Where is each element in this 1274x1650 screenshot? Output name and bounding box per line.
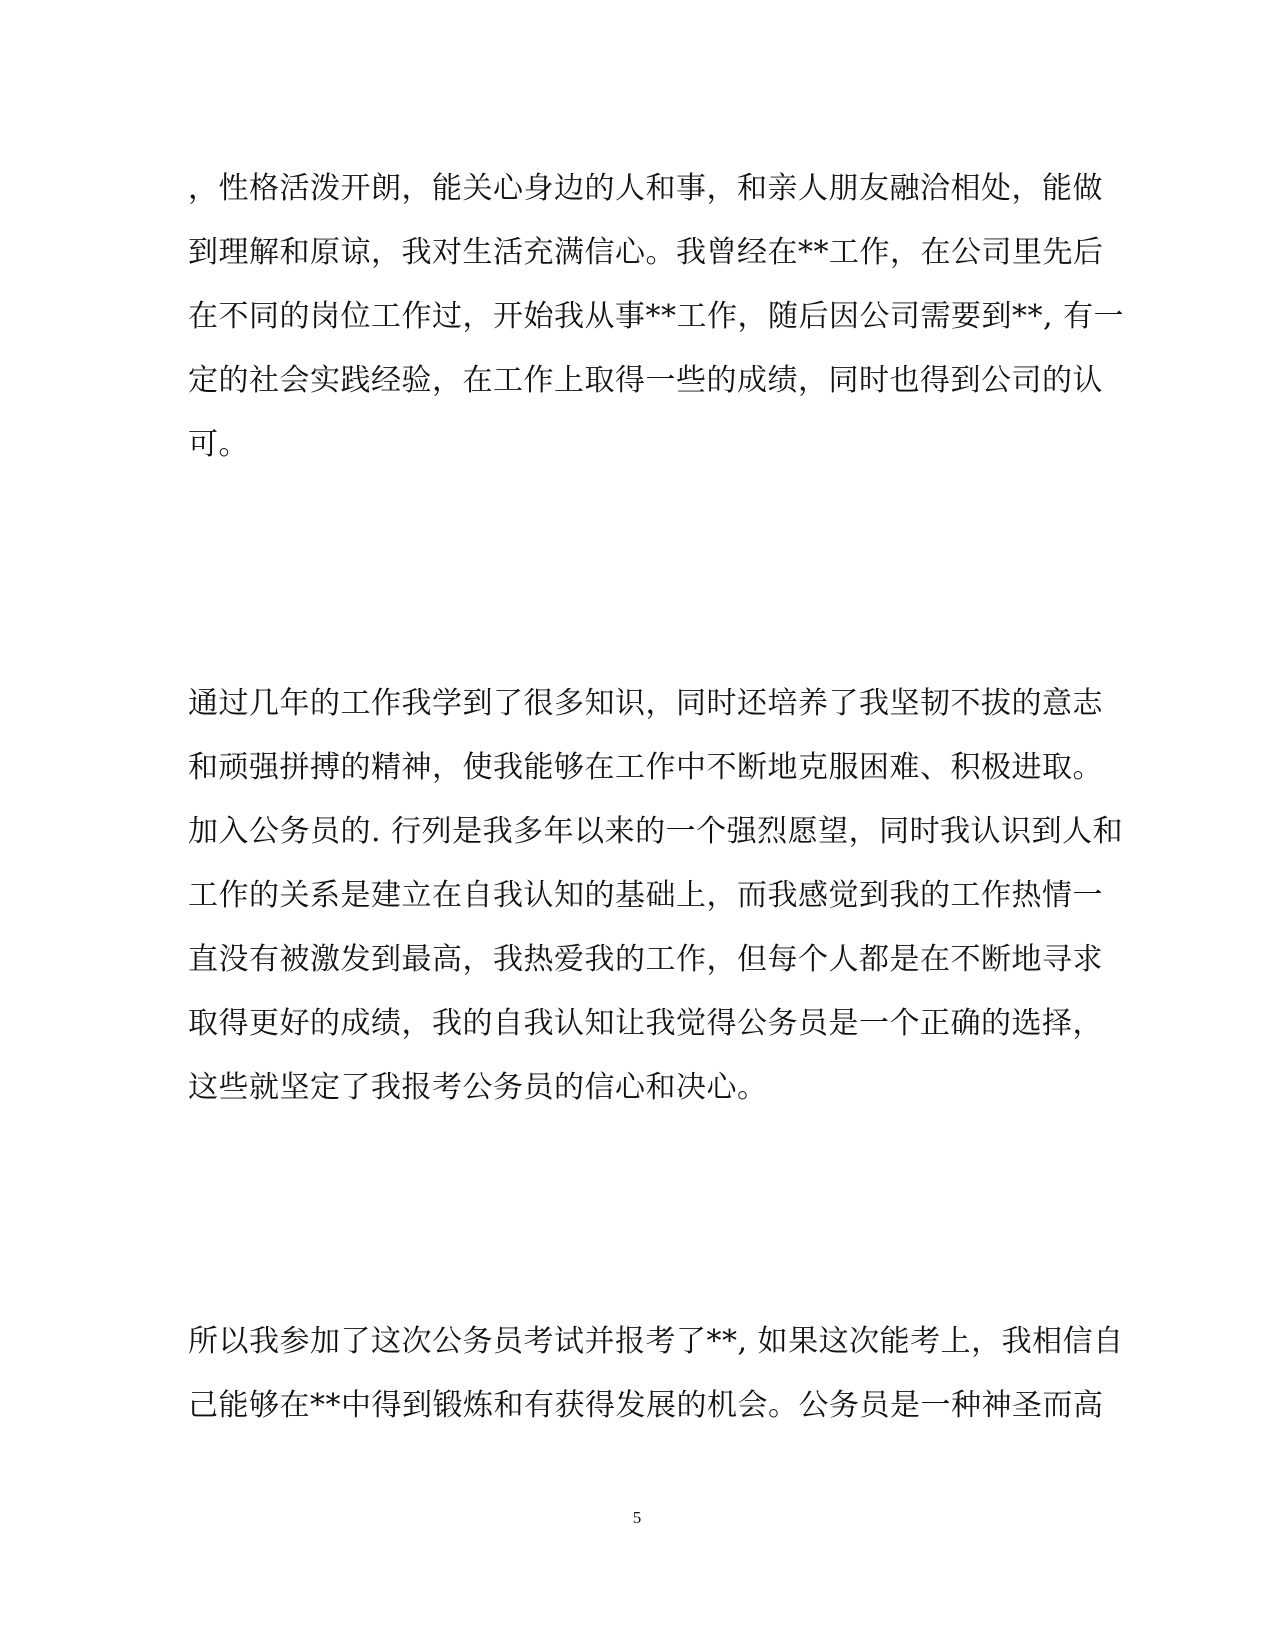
paragraph-3 [188, 1310, 1124, 1438]
paragraph-line: 这些就坚定了我报考公务员的信心和决心。 [188, 1070, 768, 1105]
paragraph-2 [188, 672, 1124, 1120]
paragraph-line: 加入公务员的. 行列是我多年以来的一个强烈愿望，同时我认识到人和 [188, 814, 1124, 849]
page-number: 5 [632, 1508, 642, 1527]
paragraph-line: 通过几年的工作我学到了很多知识，同时还培养了我坚韧不拔的意志 [188, 686, 1103, 721]
paragraph-line: ，性格活泼开朗，能关心身边的人和事，和亲人朋友融洽相处，能做 [188, 171, 1103, 206]
paragraph-line: 直没有被激发到最高，我热爱我的工作，但每个人都是在不断地寻求 [188, 942, 1103, 977]
paragraph-line: 可。 [188, 427, 249, 462]
paragraph-line: 定的社会实践经验，在工作上取得一些的成绩，同时也得到公司的认 [188, 363, 1103, 398]
paragraph-line: 到理解和原谅，我对生活充满信心。我曾经在**工作，在公司里先后 [188, 235, 1104, 270]
paragraph-line: 取得更好的成绩，我的自我认知让我觉得公务员是一个正确的选择， [188, 1006, 1103, 1041]
paragraph-line: 所以我参加了这次公务员考试并报考了**, 如果这次能考上，我相信自 [188, 1324, 1124, 1359]
paragraph-1 [188, 157, 1125, 477]
paragraph-line: 工作的关系是建立在自我认知的基础上，而我感觉到我的工作热情一 [188, 878, 1103, 913]
paragraph-line: 在不同的岗位工作过，开始我从事**工作，随后因公司需要到**, 有一 [188, 299, 1125, 334]
paragraph-line: 己能够在**中得到锻炼和有获得发展的机会。公务员是一种神圣而高 [188, 1388, 1104, 1423]
paragraph-line: 和顽强拼搏的精神，使我能够在工作中不断地克服困难、积极进取。 [188, 750, 1103, 785]
